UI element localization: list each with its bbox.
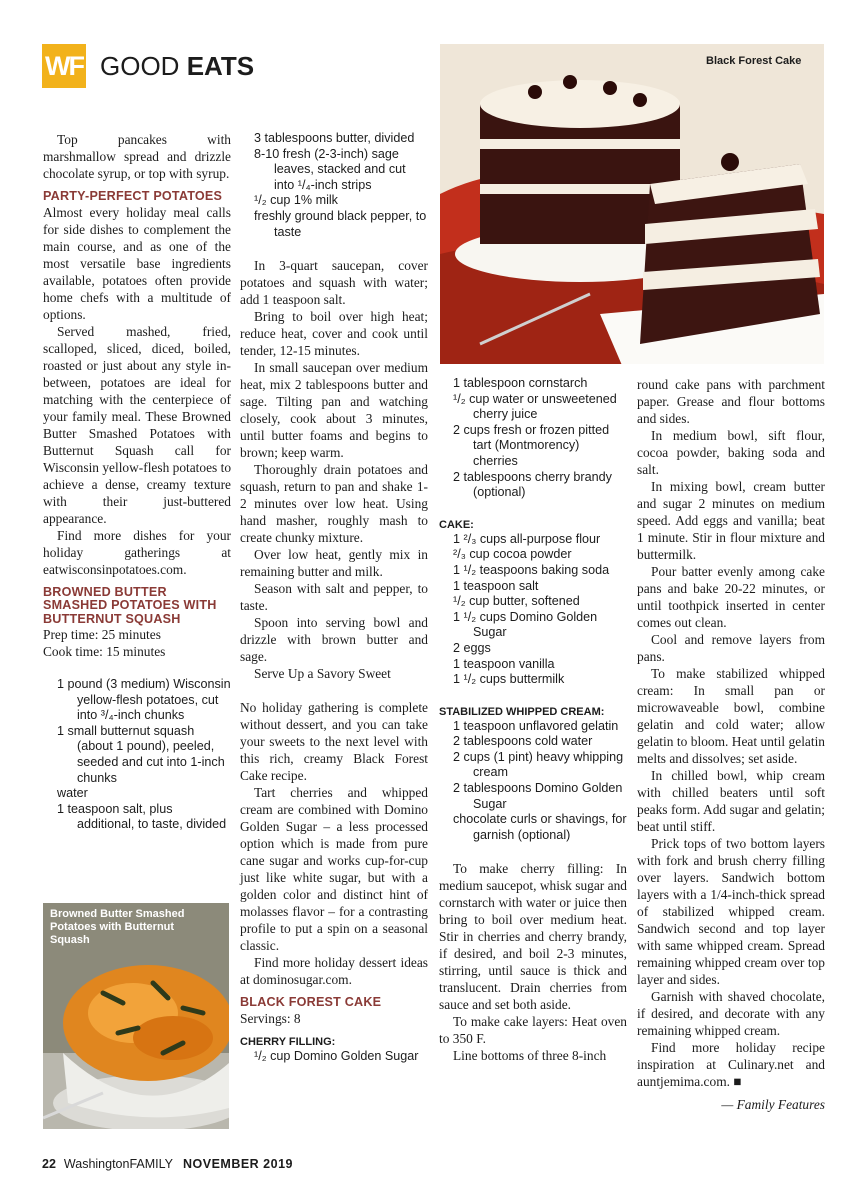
step-paragraph: Bring to boil over high heat; reduce heat, cover and cook until tender, 12-15 minutes. <box>240 309 428 359</box>
ingredient-item: 2 cups (1 pint) heavy whipping cream <box>453 749 624 780</box>
cake-illustration <box>440 44 824 364</box>
body-paragraph: Find more holiday dessert ideas at dominosugar.com. <box>240 955 428 988</box>
cake-ingredients-list <box>439 532 627 688</box>
ingredient-item: freshly ground black pepper, to taste <box>254 208 427 239</box>
ingredient-item: chocolate curls or shavings, for garnish (optional) <box>453 812 627 842</box>
ingredient-item: 1 teaspoon vanilla <box>453 656 555 671</box>
step-paragraph: In small saucepan over medium heat, mix 2 tablespoons butter and sage. Tilting pan and watching closely, cook about 3 minutes, until butter foams and begins to brown; keep warm. <box>240 360 428 461</box>
ingredient-item: 2 eggs <box>453 640 491 655</box>
magazine-logo: WF <box>42 44 86 88</box>
column-3 <box>439 376 627 1064</box>
subheading-savory-sweet: Serve Up a Savory Sweet <box>254 666 391 682</box>
ingredient-item: 2 cups fresh or frozen pitted tart (Montmorency) cherries <box>453 422 610 468</box>
body-paragraph: No holiday gathering is complete without dessert, and you can take your sweets to the next level with this rich, creamy Black Forest Cake recipe. <box>240 700 428 784</box>
cake-photo-caption: Black Forest Cake <box>706 55 802 67</box>
ingredient-item: 8-10 fresh (2-3-inch) sage leaves, stacked and cut into ¹/₄-inch strips <box>254 146 406 192</box>
page-number: 22 <box>42 1157 56 1171</box>
step-paragraph: In medium bowl, sift flour, cocoa powder, baking soda and salt. <box>637 428 825 477</box>
step-paragraph: Find more holiday recipe inspiration at Culinary.net and auntjemima.com. ■ <box>637 1040 825 1089</box>
body-paragraph: Served mashed, fried, scalloped, sliced, diced, boiled, roasted or just about any style in-between, potatoes are ideal for matching with the centerpiece of your family meal. These Browned Butter Smashed Potatoes with Butternut Squash call for Wisconsin yellow-flesh potatoes to achieve a dense, creamy texture with their just-buttered appearance. <box>43 323 232 526</box>
cherry-filling-label: CHERRY FILLING: <box>240 1035 336 1048</box>
page-footer <box>42 1157 293 1171</box>
step-paragraph: In 3-quart saucepan, cover potatoes and squash with water; add 1 teaspoon salt. <box>240 258 428 308</box>
body-paragraph: Tart cherries and whipped cream are combined with Domino Golden Sugar – a less processed option which is made from pure cane sugar and works cup-for-cup just like white sugar, but with a golden color and distinct hint of molasses flavor – for a contrasting profile to put a spin on a seasonal classic. <box>240 785 428 954</box>
cake-recipe-title: BLACK FOREST CAKE <box>240 995 382 1010</box>
step-paragraph: Prick tops of two bottom layers with fork and brush cherry filling over layers. Sandwich bottom layers with a 1/4-inch-thick spread of stabilized whipped cream. Sandwich second and top layer with same whipped cream. Spread remaining whipped cream over top layer and sides. <box>637 836 825 987</box>
step-paragraph: Spoon into serving bowl and drizzle with brown butter and sage. <box>240 615 428 665</box>
step-paragraph: Cool and remove layers from pans. <box>637 632 825 664</box>
intro-paragraph: Top pancakes with marshmallow spread and drizzle chocolate syrup, or top with syrup. <box>43 132 231 181</box>
ingredient-item: 1 teaspoon salt, plus additional, to taste, divided <box>57 801 227 832</box>
column-1 <box>43 131 231 833</box>
ingredient-item: 2 tablespoons Domino Golden Sugar <box>453 781 623 811</box>
column-2 <box>240 131 428 1064</box>
ingredient-item: 1 ¹/₂ cups buttermilk <box>453 672 565 687</box>
step-paragraph: round cake pans with parchment paper. Grease and flour bottoms and sides. <box>637 377 825 426</box>
prep-time: Prep time: 25 minutes <box>43 627 161 642</box>
cake-label: CAKE: <box>439 518 474 531</box>
ingredient-item: ¹/₂ cup 1% milk <box>254 193 338 208</box>
step-paragraph: To make cherry filling: In medium saucepot, whisk sugar and cornstarch with water or juice then bring to boil over medium heat. Stir in cherries and cherry brandy, if desired, and boil 2-3 minutes, stirring, until sauce is thick and translucent. Drain cherries from sauce and set both aside. <box>439 861 627 1013</box>
ingredient-item: 1 pound (3 medium) Wisconsin yellow-flesh potatoes, cut into ³/₄-inch chunks <box>57 677 231 723</box>
cook-time: Cook time: 15 minutes <box>43 644 166 659</box>
ingredient-item: water <box>57 786 88 801</box>
step-paragraph: To make stabilized whipped cream: In small pan or microwaveable bowl, combine gelatin and cold water; allow gelatin to bloom. Heat until gelatin melts and dissolves; set aside. <box>637 666 825 766</box>
section-title-bold: EATS <box>186 51 255 81</box>
ingredient-item: ¹/₂ cup butter, softened <box>453 594 580 609</box>
ingredient-item: 2 tablespoons cold water <box>453 734 593 749</box>
issue-date: NOVEMBER 2019 <box>182 1157 293 1171</box>
step-paragraph: Pour batter evenly among cake pans and bake 20-22 minutes, or until toothpick inserted in center comes out clean. <box>637 564 825 630</box>
step-paragraph: Thoroughly drain potatoes and squash, return to pan and shake 1-2 minutes over low heat. Using hand masher, roughly mash to create chunky mixture. <box>240 462 428 546</box>
ingredient-item: 1 ¹/₂ teaspoons baking soda <box>453 562 610 577</box>
body-paragraph: Almost every holiday meal calls for side dishes to complement the main course, and as one of the most versatile base ingredients available, potatoes often provide home chefs with a multitude of options. <box>43 204 231 322</box>
ingredient-item: 3 tablespoons butter, divided <box>254 131 415 145</box>
ingredient-item: ¹/₂ cup water or unsweetened cherry juice <box>453 391 617 422</box>
cherry-filling-list <box>240 1049 428 1065</box>
ingredient-item: 1 ¹/₂ cups Domino Golden Sugar <box>453 609 598 640</box>
body-paragraph: Find more dishes for your holiday gatherings at eatwisconsinpotatoes.com. <box>43 527 231 577</box>
step-paragraph: Line bottoms of three 8-inch <box>453 1048 607 1064</box>
whipped-cream-label: STABILIZED WHIPPED CREAM: <box>439 705 605 718</box>
ingredient-item: 1 ²/₃ cups all-purpose flour <box>453 531 601 546</box>
potato-ingredients-list <box>43 677 231 833</box>
step-paragraph: In mixing bowl, cream butter and sugar 2 minutes on medium speed. Add eggs and vanilla; beat 1 minute. Stir in flour mixture and buttermilk. <box>637 479 825 562</box>
ingredient-item: 1 teaspoon unflavored gelatin <box>453 718 619 733</box>
magazine-name: WashingtonFAMILY <box>63 1157 173 1171</box>
potato-ingredients-continued <box>240 131 428 240</box>
article-credit: — Family Features <box>721 1097 825 1112</box>
column-4 <box>637 376 825 1113</box>
step-paragraph: Garnish with shaved chocolate, if desired, and decorate with any remaining whipped cream. <box>637 989 825 1038</box>
step-paragraph: In chilled bowl, whip cream with chilled beaters until soft peaks form. Add sugar and gelatin; beat until stiff. <box>637 768 825 834</box>
ingredient-item: ¹/₂ cup Domino Golden Sugar <box>254 1048 419 1063</box>
step-paragraph: Over low heat, gently mix in remaining butter and milk. <box>240 547 428 580</box>
ingredient-item: 1 tablespoon cornstarch <box>453 376 588 390</box>
section-title <box>100 52 254 80</box>
ingredient-item: ²/₃ cup cocoa powder <box>453 547 572 562</box>
ingredient-item: 2 tablespoons cherry brandy (optional) <box>453 469 612 500</box>
ingredient-item: 1 small butternut squash (about 1 pound), peeled, seeded and cut into 1-inch chunks <box>57 723 225 785</box>
step-paragraph: Season with salt and pepper, to taste. <box>240 581 428 614</box>
black-forest-cake-photo <box>440 44 824 364</box>
potato-recipe-title: BROWNED BUTTER SMASHED POTATOES WITH BUTTERNUT SQUASH <box>43 584 217 626</box>
step-paragraph: To make cake layers: Heat oven to 350 F. <box>439 1014 627 1047</box>
whipped-cream-list <box>439 719 627 844</box>
cherry-filling-continued <box>439 376 627 501</box>
section-title-light: GOOD <box>100 51 180 81</box>
potato-photo-caption: Browned Butter Smashed Potatoes with Butternut Squash <box>50 908 185 946</box>
potatoes-heading: PARTY-PERFECT POTATOES <box>43 189 223 203</box>
ingredient-item: 1 teaspoon salt <box>453 578 539 593</box>
servings: Servings: 8 <box>240 1010 301 1026</box>
